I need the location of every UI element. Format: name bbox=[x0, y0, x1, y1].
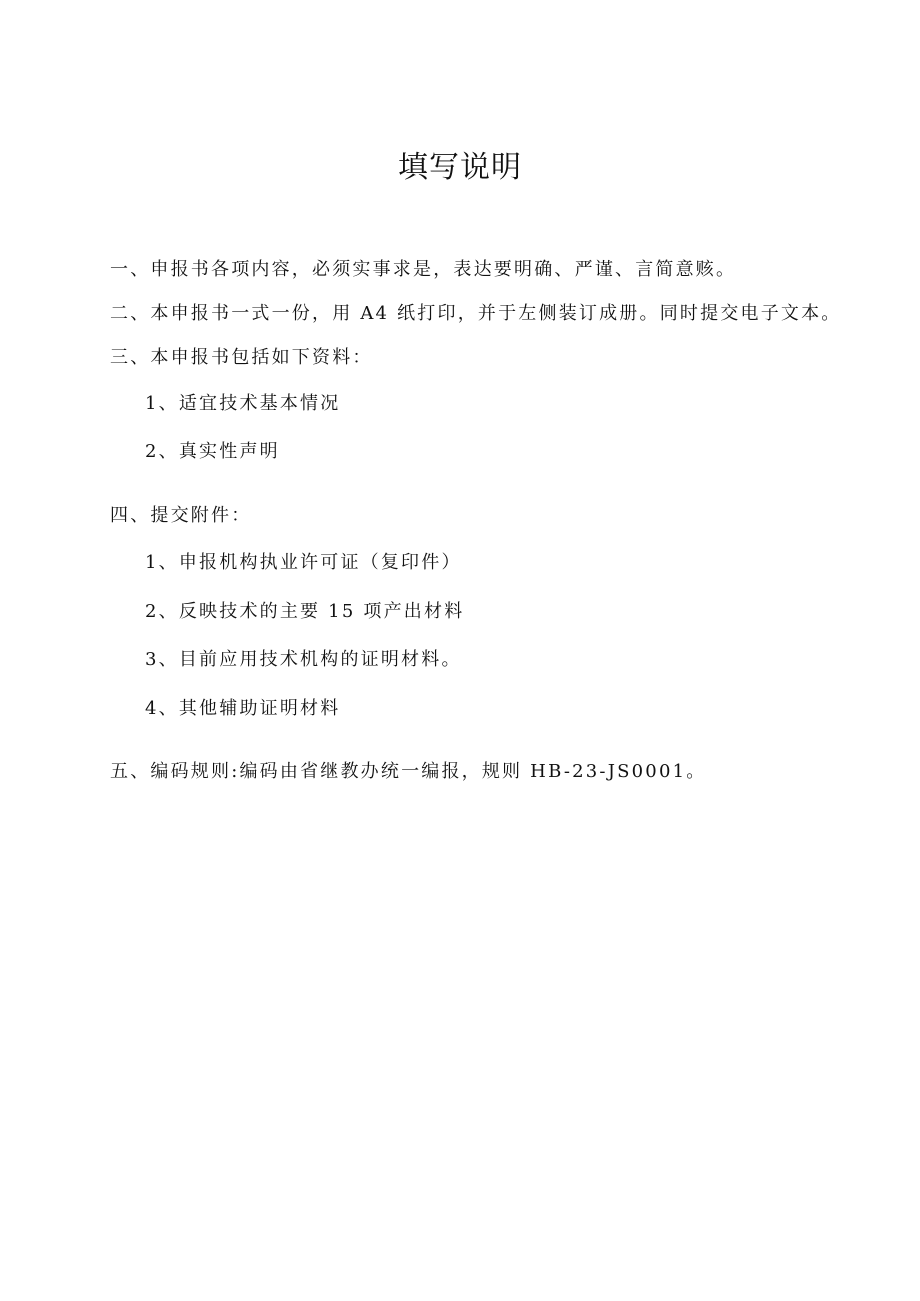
page-title: 填写说明 bbox=[398, 150, 522, 185]
attachment-item-3: 3、目前应用技术机构的证明材料。 bbox=[145, 649, 462, 670]
material-item-1: 1、适宜技术基本情况 bbox=[145, 393, 341, 414]
instruction-item-4: 四、提交附件： bbox=[110, 505, 252, 526]
instruction-item-5: 五、编码规则:编码由省继教办统一编报，规则 HB-23-JS0001。 bbox=[110, 761, 707, 782]
attachment-item-4: 4、其他辅助证明材料 bbox=[145, 698, 341, 719]
attachment-item-1: 1、申报机构执业许可证（复印件） bbox=[145, 552, 462, 573]
instruction-item-2: 二、本申报书一式一份，用 A4 纸打印，并于左侧装订成册。同时提交电子文本。 bbox=[110, 303, 842, 324]
attachment-item-2: 2、反映技术的主要 15 项产出材料 bbox=[145, 601, 465, 622]
material-item-2: 2、真实性声明 bbox=[145, 441, 280, 462]
instruction-item-1: 一、申报书各项内容，必须实事求是，表达要明确、严谨、言简意赅。 bbox=[110, 259, 737, 280]
instruction-item-3: 三、本申报书包括如下资料： bbox=[110, 347, 373, 368]
